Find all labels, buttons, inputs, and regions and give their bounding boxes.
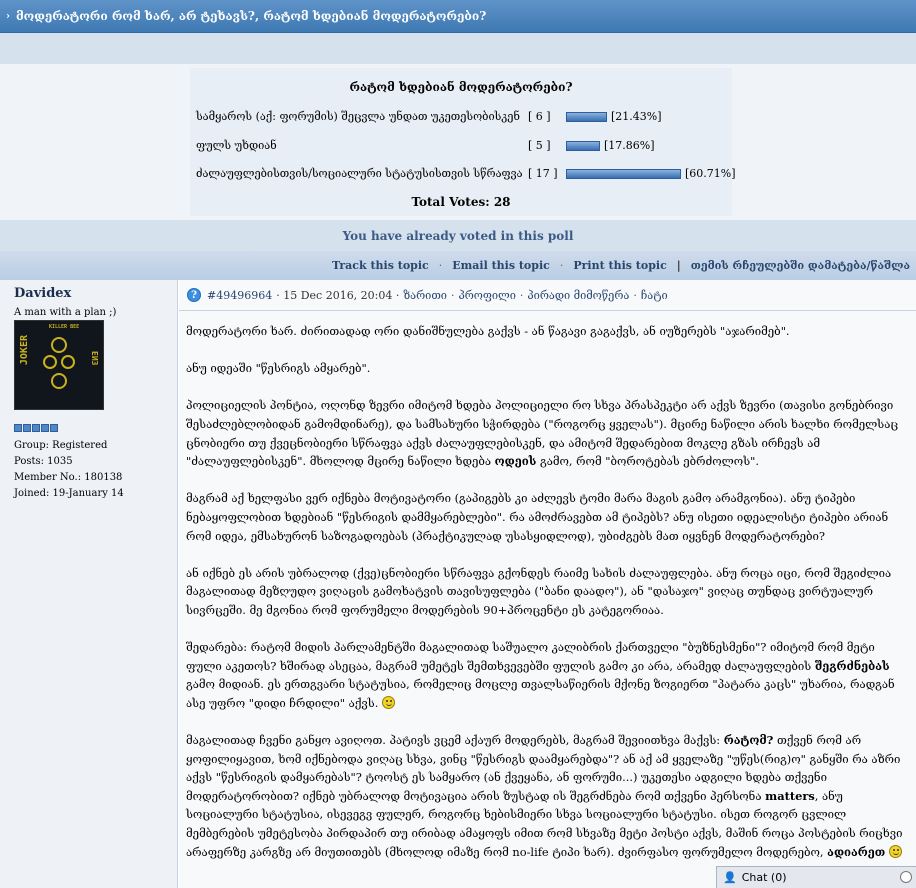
rank-pips	[14, 424, 177, 432]
question-icon: ?	[187, 288, 201, 302]
poll-option-percent: [17.86%]	[604, 139, 655, 152]
avatar-ring	[61, 355, 75, 369]
post-bold-adiaret: ადიარეთ	[827, 844, 886, 859]
post-paragraph: ანუ იდეაში "წესრიგს ამყარებ".	[186, 361, 371, 376]
voted-band	[0, 220, 916, 251]
rank-pip	[50, 424, 58, 432]
rank-pip	[14, 424, 22, 432]
post-id-link[interactable]: #49496964	[207, 288, 273, 302]
poll-container	[0, 64, 916, 220]
author-avatar[interactable]	[14, 320, 104, 410]
post-date: · 15 Dec 2016, 20:04 ·	[276, 288, 400, 302]
author-posts: Posts: 1035	[14, 456, 73, 467]
poll-option	[196, 108, 732, 126]
poll-option	[196, 137, 732, 155]
author-title: A man with a plan ;)	[14, 307, 117, 318]
author-joined: Joined: 19-January 14	[14, 488, 124, 499]
email-topic-link[interactable]: Email this topic	[452, 259, 550, 272]
topic-title-bar	[0, 0, 916, 33]
avatar-side-text: ЕИЗ	[90, 351, 99, 366]
poll-option-votes: [ 17 ]	[528, 167, 558, 180]
poll-option-bar	[566, 112, 607, 122]
poll-question: რატომ ხდებიან მოდერატორები?	[349, 80, 573, 94]
separator-dot: ·	[559, 259, 564, 272]
author-group: Group: Registered	[14, 440, 108, 451]
author-member-no: Member No.: 180138	[14, 472, 123, 483]
post	[179, 280, 916, 888]
post-text: შედარება: რატომ მიდის პარლამენტში მაგალითად საშუალო კალიბრის ქართველი "ბუზნესმენი"? იმიტომ რომ მეტი ფული აკეთოს? ხშირად ასეცაა, მაგრამ უმეტეს შემთხვევებში ფულის გამო კი არა, არამედ ძალაუფლების შეგრძნებას გამო მიდიან. ეს ერთგვარი სტატუსია, რომელიც მოცლე თვალსაწიერის მქონე ზოგიერთ "პატარა კაცს" უხარია, რადგან ასე უფრო "დიდი ჩრდილი" აქვს.	[186, 640, 895, 710]
post-header	[179, 280, 916, 311]
post-paragraph	[186, 638, 910, 712]
print-topic-link[interactable]: Print this topic	[573, 259, 667, 272]
separator-dot: ·	[450, 288, 455, 302]
topic-actions-bar	[0, 251, 916, 280]
post-bold-matters: matters	[765, 788, 815, 803]
header-spacer-band	[0, 33, 916, 64]
track-topic-link[interactable]: Track this topic	[332, 259, 429, 272]
author-info	[14, 438, 177, 502]
chat-bar[interactable]	[716, 866, 916, 888]
rank-pip	[32, 424, 40, 432]
poll-option-label: სამყაროს (აქ: ფორუმის) შეცვლა უნდათ უკეთესობისკენ	[196, 110, 520, 123]
avatar-text: JOKER	[19, 335, 30, 366]
post-link-report[interactable]: ზარითი	[403, 288, 447, 302]
post-author-panel	[0, 280, 178, 888]
poll-option-votes: [ 5 ]	[528, 139, 551, 152]
already-voted-message: You have already voted in this poll	[342, 228, 574, 243]
post-paragraph: მოდერატორი ხარ. ძირითადად ორი დანიშნულება გაქვს - ან წაგავი გაგაქვს, ან იუზერებს "აჯარიმებ".	[186, 324, 790, 338]
avatar-subtext: KILLER BEE	[49, 324, 80, 330]
separator-pipe: |	[676, 259, 681, 272]
smile-icon	[382, 696, 395, 709]
avatar-ring	[51, 337, 67, 353]
avatar-ring	[43, 355, 57, 369]
post-text: მაგალითად ჩვენი განყო ავიღოთ. პატივს ვცემ აქაურ მოდერებს, მაგრამ შევიითხვა მაქვს: რატომ? თქვენ რომ არ ყოფილიყავით, ხომ იქნებოდა ვიღაც სხვა, ვინც "წესრიგს დაამყარებდა"? ან აქ ამ ყველაზე "უწეს(რიგ)ო" განყში რა აზრი აქვს "წესრიგის დამყარებას"? ტოოსტ ეს სამყარო (ან ქვეყანა, ან ფორუმი...) უკეთესი ადგილი ხდება თქვენი მოდერატორობით? იქნებ უბრალოდ მოტივაცია არის ზუსტად ის შეგრძნება რომ თქვენი პერსონა matters, ანუ სოციალური სტატუსია, ისევეგვ ფულერ, როგორც ხებისმიერი სხვა სოციალური სტატუსი. ისეთ როგორ ცვლილ მემბერების უმეტესობა პირდაპირ თუ ირიბად ამაყოფს იმით რომ სხვაზე მეტი პოსტი აქვს, მაშინ როცა პოსტების რიცხვი არაფერზე კარგზე არ მიუთითებს (მხოლოდ იმაზე რომ no-life ტიპი ხარ). ძვირფასო ფორუმელო მოდერებო,	[186, 733, 903, 859]
separator-dot: ·	[519, 288, 524, 302]
poll-option-bar	[566, 169, 681, 179]
rank-pip	[23, 424, 31, 432]
chat-label: Chat (0)	[741, 871, 787, 884]
poll-option	[196, 165, 736, 183]
chat-user-icon: 👤	[723, 871, 737, 884]
post-paragraph	[186, 731, 910, 861]
poll-option-votes: [ 6 ]	[528, 110, 551, 123]
post-text: პოლიციელის პონტია, ოღონდ ზევრი იმიტომ ხდება პოლიციელი რო სხვა პრასპეკტი არ აქვს ზევრი (თავისი გონებრივი შესაძლებლობიდან გამომდინარე), და სამსახური სჭირდება ("როგორც ყველას"). მცირე ნაწილი არის ხალხი რომელსაც ცნობიერი თუ ქვეცნობიერი სწრაფვა აქვს ძალაუფლებისკენ, და ამიტომ შედარებით მოკლე გზას ირჩევს ამ "ძალაუფლებისკენ". მხოლოდ მცირე ნაწილი ხდება ოდეის გამო, რომ "ბოროტებას ებრძოლოს".	[186, 398, 899, 469]
post-paragraph: მაგრამ აქ ხელფასი ვერ იქნება მოტივატორი (გაპიგებს კი აძლევს ტომი მარა მაგის გამო არამგონია). ანუ ტიპები ნებაყოფლობით ხდებიან "წესრიგის დამმყარებლები". რა ამოძრავებთ ამ ტიპებს? ანუ ისეთი იდეალისტი ტიპები არიან რომ იდეა, ემსახურონ საზოგადოებას (პრაქტიკულად უსასყიდლოდ), უბიძგებს მათ იყვნენ მოდერატორები?	[186, 491, 889, 543]
separator-dot: ·	[438, 259, 443, 272]
post-bold-ratom: რატომ?	[723, 733, 774, 748]
post-paragraph: ან იქნებ ეს არის უბრალოდ (ქვე)ცნობიერი სწრაფვა გქონდეს რაიმე სახის ძალაუფლება. ანუ როცა იცი, რომ შეგიძლია მაგალითად მეზღუდო ვიღაცის გამოხატვის თავისუფლება ("ბანი დაადო"), ან "დასაჯო" ვიღაც თუნდაც ვირტუალურ სივრცეში. მე მგონია რომ ფორუმელი მოდერების 90+პროცენტი ეს კატეგორიაა.	[186, 565, 892, 617]
chat-toggle-icon[interactable]	[900, 871, 912, 883]
arrow-right-icon: ›	[6, 10, 10, 22]
poll-option-label: ფულს უხდიან	[196, 139, 277, 152]
post-paragraph	[186, 396, 910, 470]
poll-total-votes: Total Votes: 28	[411, 195, 511, 209]
rank-pip	[41, 424, 49, 432]
poll-box	[190, 68, 736, 216]
poll-option-bar	[566, 141, 600, 151]
post-bold-odeis: ოდეის	[494, 454, 537, 469]
poll-option-label: ძალაუფლებისთვის/სოციალური სტატუსისთვის სწრაფვა	[196, 167, 523, 180]
separator-dot: ·	[633, 288, 637, 302]
smile-icon	[889, 845, 902, 858]
post-link-profile[interactable]: პროფილი	[458, 288, 516, 302]
poll-option-percent: [60.71%]	[685, 167, 736, 180]
poll-option-percent: [21.43%]	[611, 110, 662, 123]
favorite-topic-link[interactable]: თემის რჩეულებში დამატება/წაშლა	[690, 259, 910, 272]
topic-title: მოდერატორი რომ ხარ, არ ტეხავს?, რატომ ხდებიან მოდერატორები?	[16, 9, 487, 23]
post-bold-megrdznobis: შეგრძნებას	[814, 658, 890, 673]
post-body	[186, 322, 910, 880]
post-link-chat[interactable]: ჩატი	[640, 288, 668, 302]
author-name[interactable]: Davidex	[14, 286, 72, 301]
avatar-ring	[51, 373, 67, 389]
post-link-pm[interactable]: პირადი მიმოწერა	[527, 288, 630, 302]
